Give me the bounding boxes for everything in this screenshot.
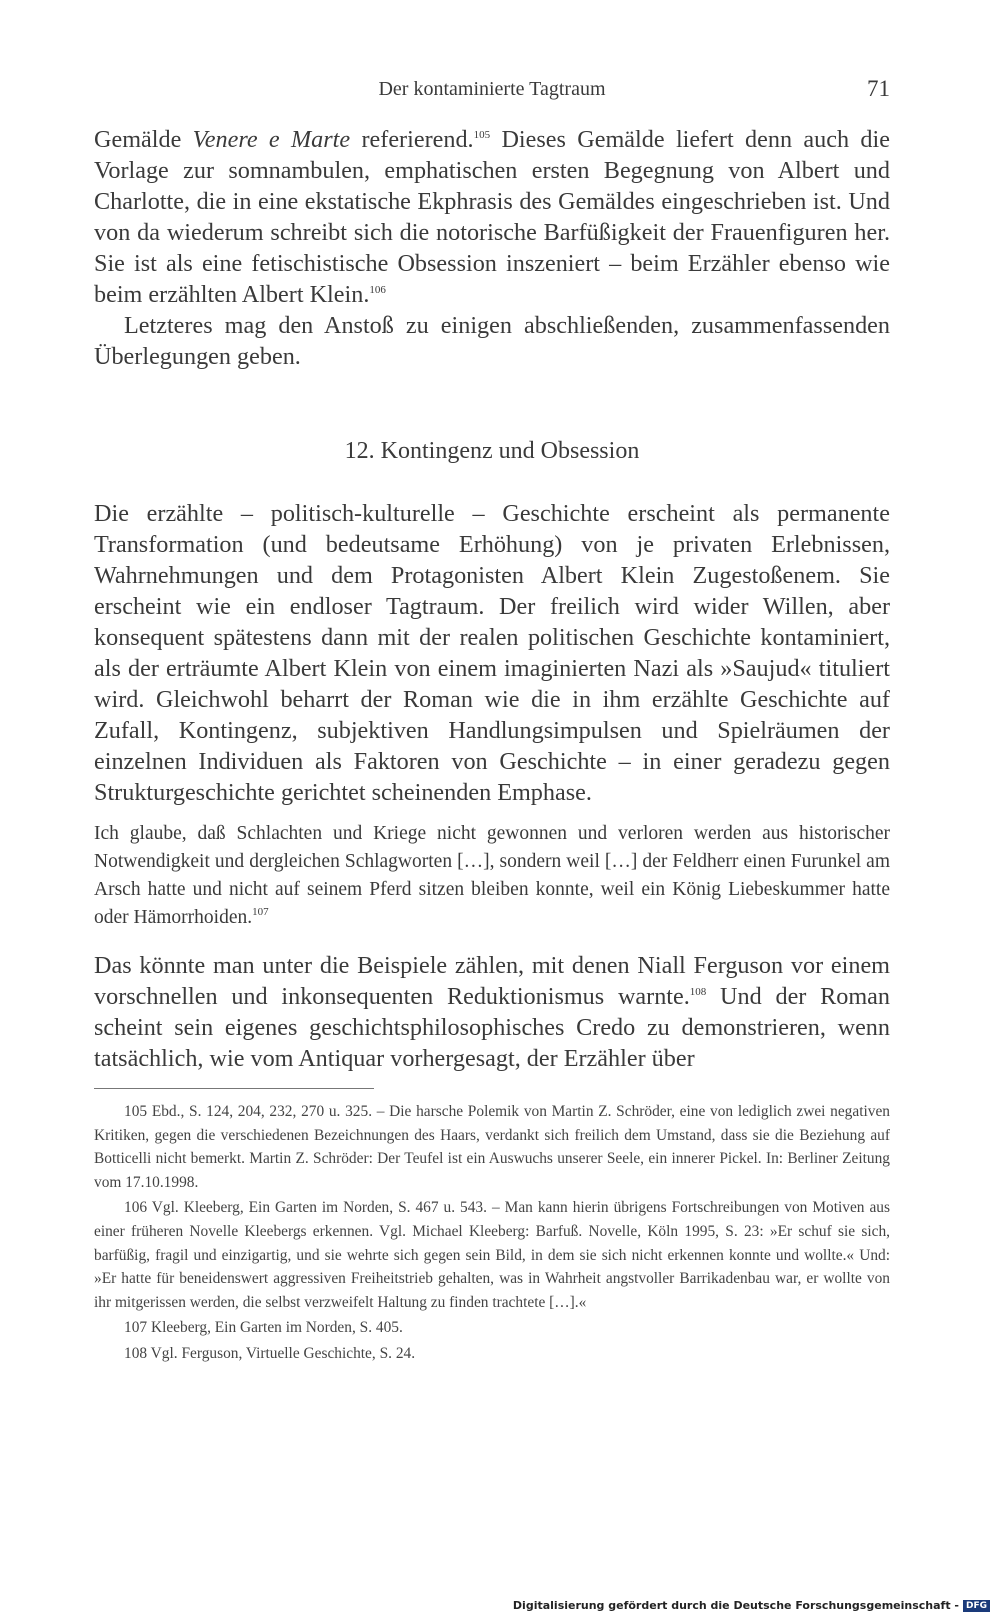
painting-title: Venere e Marte — [192, 126, 351, 153]
footnote-number: 106 — [124, 1199, 148, 1217]
paragraph-3 — [94, 950, 890, 1074]
text-run: Gemälde — [94, 126, 193, 153]
footnote-text: Vgl. Ferguson, Virtuelle Geschichte, S. 24. — [150, 1344, 416, 1362]
footnote-number: 108 — [124, 1344, 148, 1362]
footnote-divider — [94, 1088, 374, 1089]
paragraph-2 — [94, 498, 890, 808]
dfg-logo: DFG — [963, 1600, 990, 1612]
paragraph-1b: Letzteres mag den Anstoß zu einigen abschließenden, zusammenfassenden Überlegungen geben. — [94, 312, 890, 370]
text-run: Und der Roman scheint sein eigenes geschichtsphilosophisches Credo zu demonstrieren, wenn tatsächlich, wie vom Antiquar vorhergesagt, der Erzähler über — [94, 983, 890, 1072]
footnote-text: Ebd., S. 124, 204, 232, 270 u. 325. – Die harsche Polemik von Martin Z. Schröder, eine von lediglich zwei negativen Kritiken, gegen die verschiedenen Bezeichnungen des Haars, verdankt sich freilich dem Umstand, dass sie die Beziehung auf Botticelli nicht bemerkt. Martin Z. Schröder: Der Teufel ist ein Auswuchs unserer Seele, ein innerer Pickel. In: Berliner Zeitung vom 17.10.1998. — [94, 1103, 890, 1191]
footnote-number: 105 — [124, 1103, 148, 1120]
footnote-number: 107 — [124, 1319, 148, 1337]
paragraph-2-text: Die erzählte – politisch-kulturelle – Geschichte erscheint als permanente Transformation (und bedeutsame Erhöhung) von je privaten Erlebnissen, Wahrnehmungen und dem Protagonisten Albert Klein Zugestoßenem. Sie erscheint wie ein endloser Tagtraum. Der freilich wird wider Willen, aber konsequent spätestens dann mit der realen politischen Geschichte kontaminiert, als der erträumte Albert Klein von einem imaginierten Nazi als »Saujud« tituliert wird. Gleichwohl beharrt der Roman wie die in ihm erzählte Geschichte auf Zufall, Kontingenz, subjektiven Handlungsimpulsen und Spielräumen der einzelnen Individuen als Faktoren von Geschichte – in einer geradezu gegen Strukturgeschichte gerichtet scheinenden Emphase. — [94, 500, 890, 806]
block-quote — [94, 820, 890, 932]
footnote-ref-107[interactable]: 107 — [252, 906, 269, 918]
footnote-105 — [94, 1100, 890, 1194]
paragraph-3-text — [94, 950, 890, 1074]
quote-text: Ich glaube, daß Schlachten und Kriege nicht gewonnen und verloren werden aus historischer Notwendigkeit und dergleichen Schlagworten […], sondern weil […] der Feldherr einen Furunkel am Arsch hatte und nicht auf seinem Pferd sitzen bleiben konnte, weil ein König Liebeskummer hatte oder Hämorrhoiden. — [94, 823, 890, 928]
footnote-106 — [94, 1196, 890, 1314]
footnote-ref-105[interactable]: 105 — [473, 129, 491, 141]
page-header — [94, 76, 890, 106]
text-run: Das könnte man unter die Beispiele zählen, mit denen Niall Ferguson vor einem vorschnellen und inkonsequenten Reduktionismus warnte. — [94, 952, 890, 1010]
footnote-text: Vgl. Kleeberg, Ein Garten im Norden, S. 467 u. 543. – Man kann hierin übrigens Fortschreibungen von Motiven aus einer früheren Novelle Kleebergs erkennen. Vgl. Michael Kleeberg: Barfuß. Novelle, Köln 1995, S. 23: »Er schuf sie sich, barfüßig, fragil und einzigartig, und sie wehrte sich gegen sein Bild, in dem sie sich nicht erkennen konnte und wollte.« Und: »Er hatte für beneidenswert aggressiven Freiheitstrieb gehalten, was in Wahrheit angstvoller Barrikadenbau war, er wollte von ihr mitgerissen werden, die selbst verzweifelt Haltung zu finden trachtete […].« — [94, 1199, 890, 1311]
paragraph-1-text — [94, 124, 890, 310]
page-number: 71 — [867, 76, 890, 101]
digitization-footer — [513, 1599, 990, 1612]
footnote-text: Kleeberg, Ein Garten im Norden, S. 405. — [150, 1319, 403, 1337]
paragraph-1 — [94, 124, 890, 372]
footnote-107 — [94, 1316, 890, 1340]
text-run: referierend. — [350, 126, 474, 153]
footnote-ref-106[interactable]: 106 — [369, 284, 386, 296]
footnotes — [94, 1100, 890, 1368]
section-heading: 12. Kontingenz und Obsession — [344, 438, 640, 464]
text-run: Dieses Gemälde liefert denn auch die Vorlage zur somnambulen, emphatischen ersten Begegnung von Albert und Charlotte, die in eine ekstatische Ekphrasis des Gemäldes eingeschrieben ist. Und von da wiederum schreibt sich die notorische Barfüßigkeit der Frauenfiguren her. Sie ist als eine fetischistische Obsession inszeniert – beim Erzähler ebenso wie beim erzählten Albert Klein. — [94, 126, 890, 308]
footer-text: Digitalisierung gefördert durch die Deutsche Forschungsgemeinschaft - — [512, 1599, 959, 1612]
footnote-ref-108[interactable]: 108 — [689, 986, 707, 998]
footnote-108 — [94, 1342, 890, 1366]
running-title: Der kontaminierte Tagtraum — [378, 78, 606, 100]
